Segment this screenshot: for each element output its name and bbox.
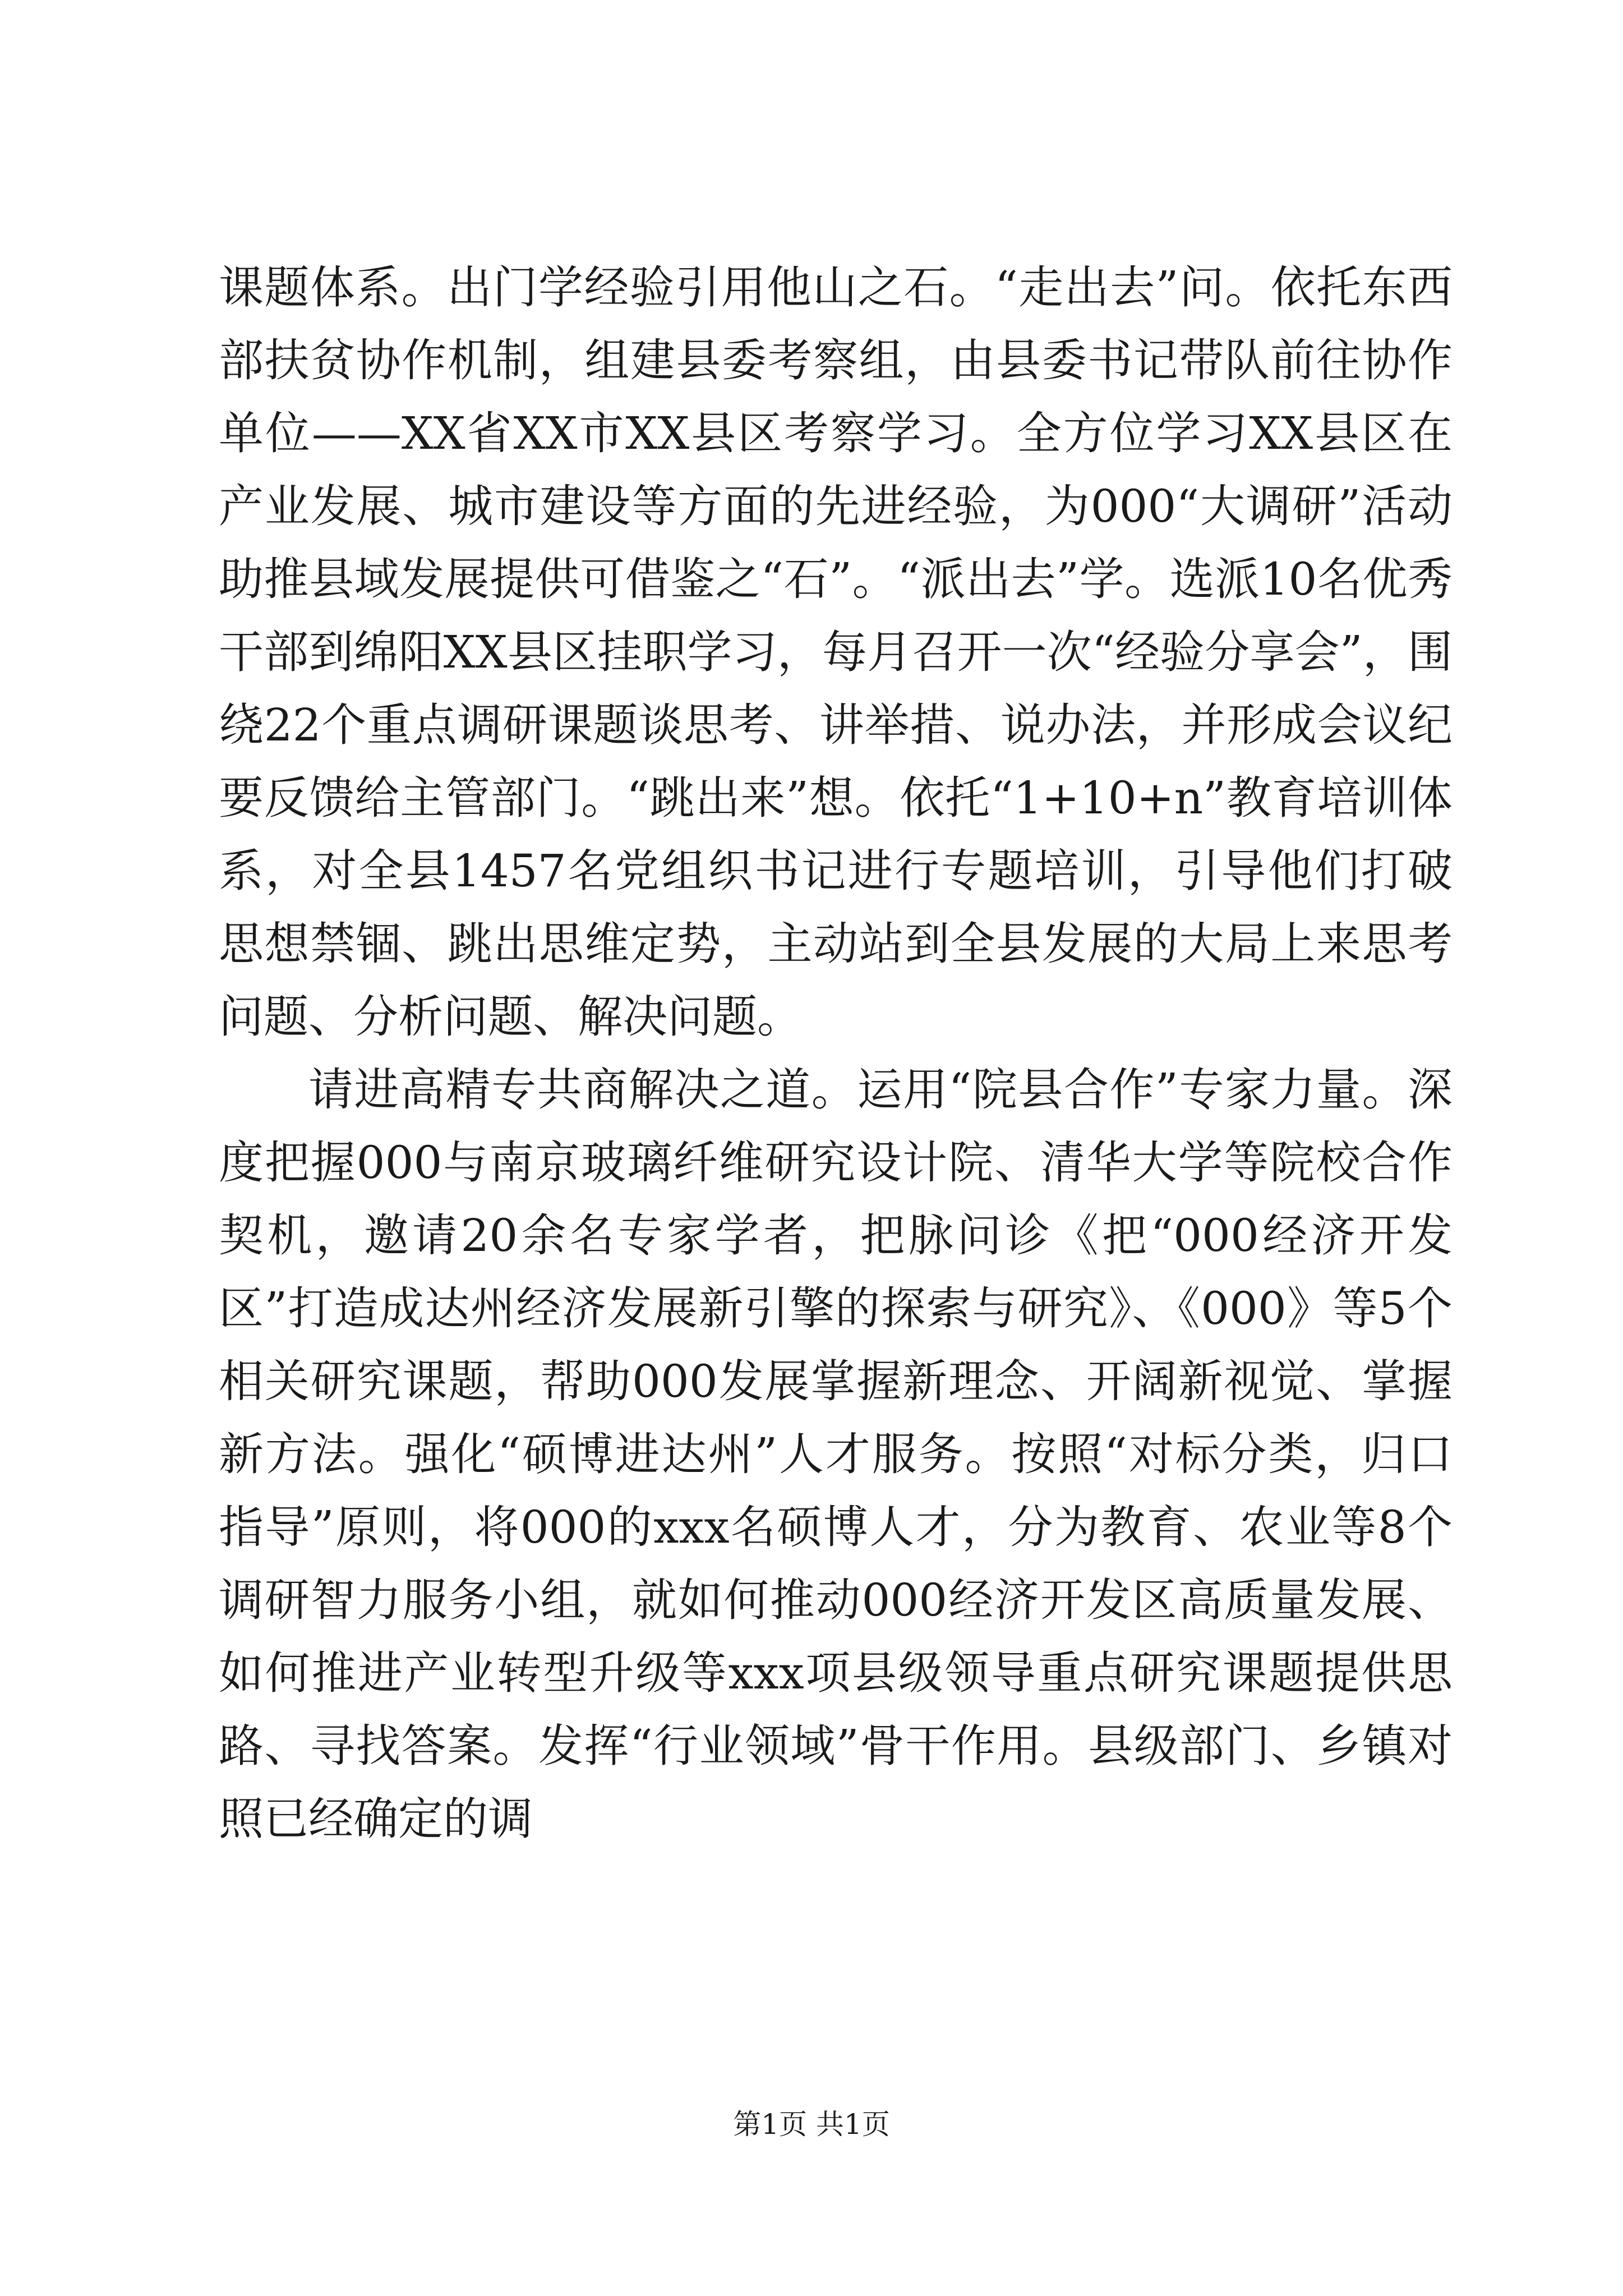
paragraph-1: 课题体系。出门学经验引用他山之石。“走出去”问。依托东西部扶贫协作机制，组建县委考察组，由县委书记带队前往协作单位——XX省XX市XX县区考察学习。全方位学习XX县区在产业发展、城市建设等方面的先进经验，为000“大调研”活动助推县域发展提供可借鉴之“石”。“派出去”学。选派10名优秀干部到绵阳XX县区挂职学习，每月召开一次“经验分享会”，围绕22个重点调研课题谈思考、讲举措、说办法，并形成会议纪要反馈给主管部门。“跳出来”想。依托“1+10+n”教育培训体系，对全县1457名党组织书记进行专题培训，引导他们打破思想禁锢、跳出思维定势，主动站到全县发展的大局上来思考问题、分析问题、解决问题。: [219, 261, 1453, 1043]
page-footer: 第1页 共1页: [733, 2108, 890, 2141]
paragraph-2: 请进高精专共商解决之道。运用“院县合作”专家力量。深度把握000与南京玻璃纤维研究设计院、清华大学等院校合作契机，邀请20余名专家学者，把脉问诊《把“000经济开发区”打造成达州经济发展新引擎的探索与研究》、《000》等5个相关研究课题，帮助000发展掌握新理念、开阔新视觉、掌握新方法。强化“硕博进达州”人才服务。按照“对标分类，归口指导”原则，将000的xxx名硕博人才，分为教育、农业等8个调研智力服务小组，就如何推动000经济开发区高质量发展、如何推进产业转型升级等xxx项县级领导重点研究课题提供思路、寻找答案。发挥“行业领域”骨干作用。县级部门、乡镇对照已经确定的调: [219, 1064, 1453, 1845]
document-body: [219, 251, 1453, 1856]
